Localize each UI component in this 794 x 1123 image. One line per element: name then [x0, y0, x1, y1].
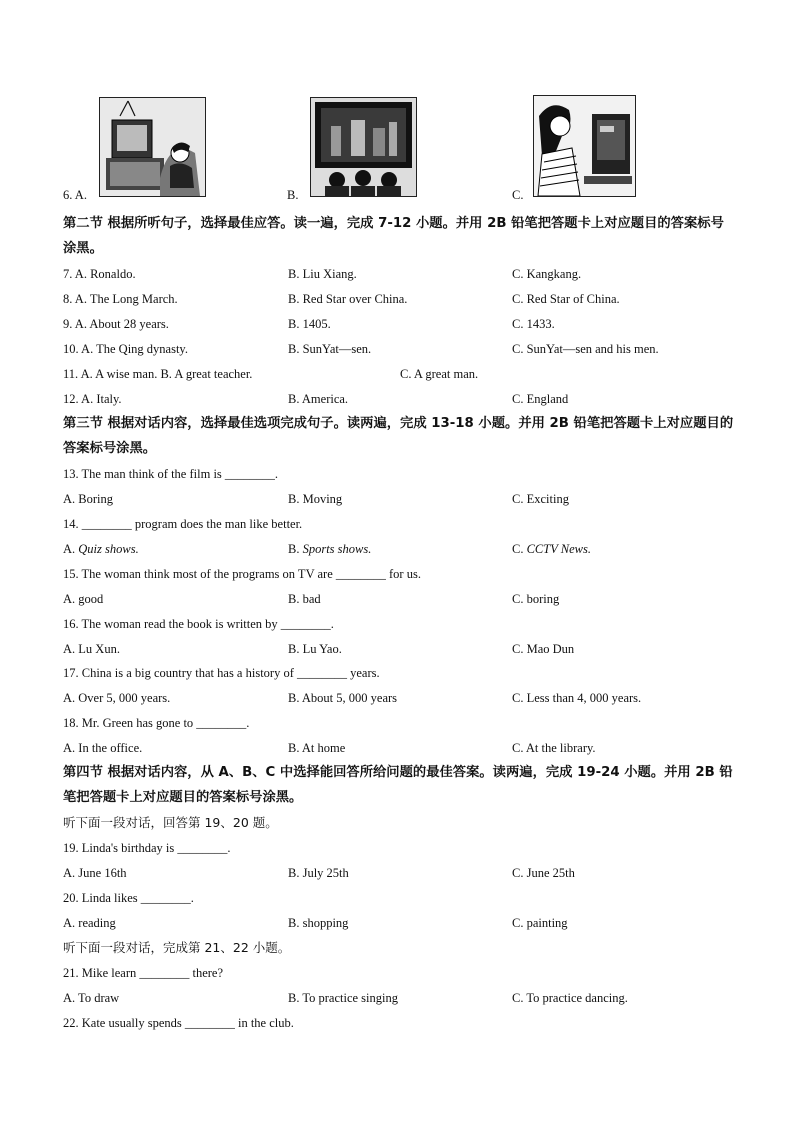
q14-b-prefix: B.	[288, 542, 303, 556]
q11-options-ab: 11. A. A wise man. B. A great teacher.	[63, 367, 253, 381]
q6-label-c: C.	[512, 188, 524, 202]
q16-option-b: B. Lu Yao.	[288, 642, 342, 656]
q14-c-prefix: C.	[512, 542, 527, 556]
q9-option-c: C. 1433.	[512, 317, 555, 331]
q15-stem: 15. The woman think most of the programs on TV are ________ for us.	[63, 567, 421, 581]
q13-option-c: C. Exciting	[512, 492, 569, 506]
q18-stem: 18. Mr. Green has gone to ________.	[63, 716, 250, 730]
q9-option-a: 9. A. About 28 years.	[63, 317, 169, 331]
q8-option-a: 8. A. The Long March.	[63, 292, 178, 306]
q20-option-a: A. reading	[63, 916, 116, 930]
q20-option-b: B. shopping	[288, 916, 349, 930]
listening-instruction-2: 听下面一段对话，完成第 21、22 小题。	[63, 940, 291, 955]
q9-option-b: B. 1405.	[288, 317, 331, 331]
q18-option-a: A. In the office.	[63, 741, 143, 755]
q16-option-c: C. Mao Dun	[512, 642, 575, 656]
q14-option-a	[63, 541, 139, 557]
q17-option-a: A. Over 5, 000 years.	[63, 691, 171, 705]
q16-stem: 16. The woman read the book is written by ________.	[63, 617, 334, 631]
q14-stem: 14. ________ program does the man like better.	[63, 517, 303, 531]
q8-option-b: B. Red Star over China.	[288, 292, 408, 306]
q21-option-a: A. To draw	[63, 991, 120, 1005]
q7-option-a: 7. A. Ronaldo.	[63, 267, 136, 281]
q15-option-c: C. boring	[512, 592, 560, 606]
listening-instruction-1: 听下面一段对话，回答第 19、20 题。	[63, 815, 278, 830]
computer-picture	[533, 95, 636, 197]
q12-option-a: 12. A. Italy.	[63, 392, 122, 406]
q7-option-c: C. Kangkang.	[512, 267, 582, 281]
section-3-header: 第三节 根据对话内容，选择最佳选项完成句子。读两遍，完成 13-18 小题。并用 2B 铅笔把答题卡上对应题目的答案标号涂黑。	[63, 416, 734, 456]
q17-option-b: B. About 5, 000 years	[288, 691, 398, 705]
q15-option-b: B. bad	[288, 592, 321, 606]
q18-option-b: B. At home	[288, 741, 346, 755]
q17-stem: 17. China is a big country that has a history of ________ years.	[63, 666, 380, 680]
q20-stem: 20. Linda likes ________.	[63, 891, 194, 905]
q6-label-a: 6. A.	[63, 188, 87, 202]
q12-option-c: C. England	[512, 392, 569, 406]
q19-option-a: A. June 16th	[63, 866, 127, 880]
section-4-header: 第四节 根据对话内容，从 A、B、C 中选择能回答所给问题的最佳答案。读两遍，完成 19-24 小题。并用 2B 铅笔把答题卡上对应题目的答案标号涂黑。	[63, 765, 733, 805]
q13-option-b: B. Moving	[288, 492, 343, 506]
q14-b-text: Sports shows.	[302, 542, 372, 556]
q19-option-b: B. July 25th	[288, 866, 349, 880]
q21-option-c: C. To practice dancing.	[512, 991, 628, 1005]
q12-option-b: B. America.	[288, 392, 349, 406]
q13-stem: 13. The man think of the film is ________.	[63, 467, 279, 481]
cinema-picture	[310, 97, 417, 197]
q14-option-b	[288, 541, 371, 557]
q18-option-c: C. At the library.	[512, 741, 596, 755]
q6-label-b: B.	[287, 188, 299, 202]
q15-option-a: A. good	[63, 592, 104, 606]
q14-a-prefix: A.	[63, 542, 79, 556]
q13-option-a: A. Boring	[63, 492, 113, 506]
q21-option-b: B. To practice singing	[288, 991, 398, 1005]
section-2-header: 第二节 根据所听句子，选择最佳应答。读一遍，完成 7-12 小题。并用 2B 铅笔把答题卡上对应题目的答案标号涂黑。	[63, 216, 724, 256]
q11-option-c: C. A great man.	[400, 367, 479, 381]
q19-option-c: C. June 25th	[512, 866, 575, 880]
q22-stem: 22. Kate usually spends ________ in the club.	[63, 1016, 294, 1030]
q10-option-c: C. SunYat—sen and his men.	[512, 342, 659, 356]
q19-stem: 19. Linda's birthday is ________.	[63, 841, 231, 855]
q10-option-a: 10. A. The Qing dynasty.	[63, 342, 188, 356]
q17-option-c: C. Less than 4, 000 years.	[512, 691, 642, 705]
tv-watching-picture	[99, 97, 206, 197]
q14-c-text: CCTV News.	[526, 542, 591, 556]
q10-option-b: B. SunYat—sen.	[288, 342, 372, 356]
q14-a-text: Quiz shows.	[78, 542, 139, 556]
q14-option-c	[512, 541, 591, 557]
q21-stem: 21. Mike learn ________ there?	[63, 966, 224, 980]
q20-option-c: C. painting	[512, 916, 568, 930]
q8-option-c: C. Red Star of China.	[512, 292, 620, 306]
q16-option-a: A. Lu Xun.	[63, 642, 120, 656]
q7-option-b: B. Liu Xiang.	[288, 267, 357, 281]
